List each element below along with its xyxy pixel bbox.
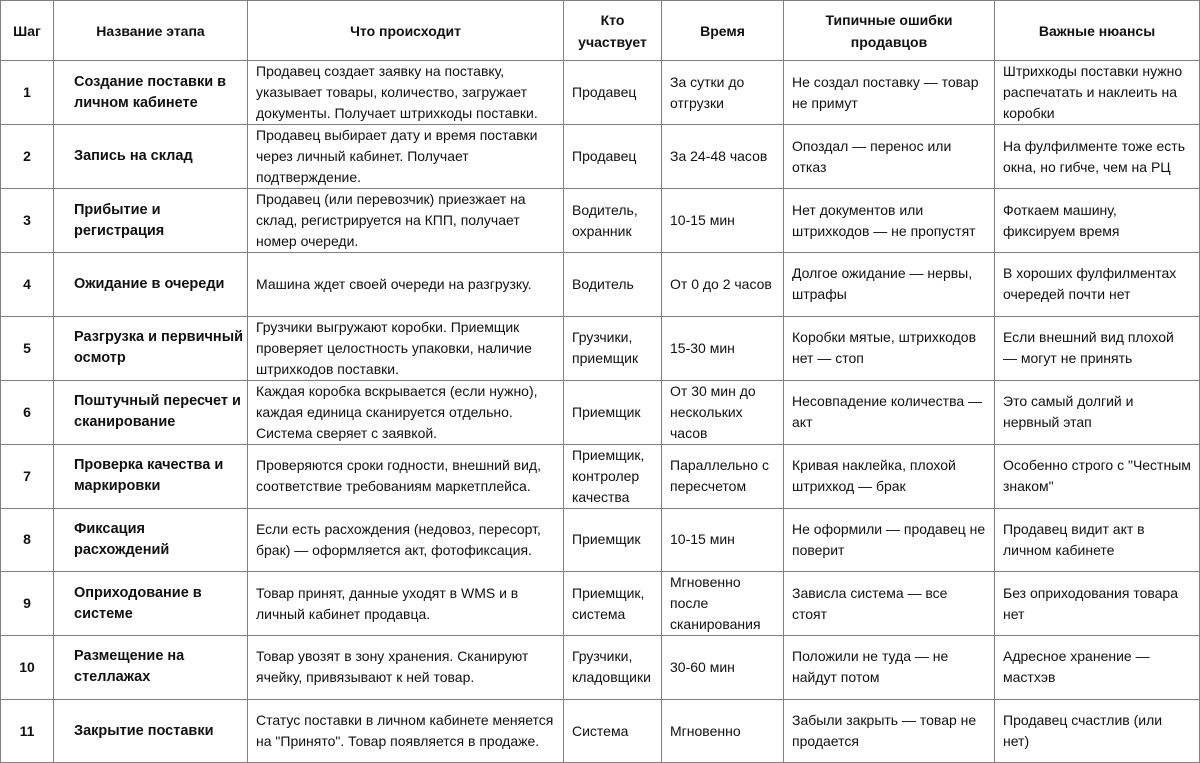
table-row xyxy=(1,572,1200,636)
typical-errors: Не создал поставку — товар не примут xyxy=(784,61,995,125)
what-happens: Статус поставки в личном кабинете меняется на "Принято". Товар появляется в продаже. xyxy=(248,699,564,763)
step-number: 2 xyxy=(1,125,54,189)
what-happens: Продавец создает заявку на поставку, указывает товары, количество, загружает документы. Получает штрихкоды поставки. xyxy=(248,61,564,125)
typical-errors: Нет документов или штрихкодов — не пропустят xyxy=(784,189,995,253)
table-row xyxy=(1,253,1200,317)
typical-errors: Зависла система — все стоят xyxy=(784,572,995,636)
header-time: Время xyxy=(662,1,784,61)
stage-name: Проверка качества и маркировки xyxy=(54,444,248,508)
what-happens: Грузчики выгружают коробки. Приемщик проверяет целостность упаковки, наличие штрихкодов поставки. xyxy=(248,316,564,380)
nuances: Без оприходования товара нет xyxy=(995,572,1200,636)
step-number: 5 xyxy=(1,316,54,380)
nuances: Если внешний вид плохой — могут не принять xyxy=(995,316,1200,380)
stage-name: Фиксация расхождений xyxy=(54,508,248,572)
nuances: Особенно строго с "Честным знаком" xyxy=(995,444,1200,508)
table-row xyxy=(1,61,1200,125)
nuances: Это самый долгий и нервный этап xyxy=(995,380,1200,444)
stage-name: Разгрузка и первичный осмотр xyxy=(54,316,248,380)
table-row xyxy=(1,125,1200,189)
who-participates: Приемщик xyxy=(564,508,662,572)
typical-errors: Несовпадение количества — акт xyxy=(784,380,995,444)
stage-name: Поштучный пересчет и сканирование xyxy=(54,380,248,444)
table-row xyxy=(1,444,1200,508)
header-nuances: Важные нюансы xyxy=(995,1,1200,61)
stage-name: Оприходование в системе xyxy=(54,572,248,636)
step-number: 1 xyxy=(1,61,54,125)
time: От 0 до 2 часов xyxy=(662,253,784,317)
time: За сутки до отгрузки xyxy=(662,61,784,125)
time: Мгновенно xyxy=(662,699,784,763)
time: 15-30 мин xyxy=(662,316,784,380)
header-step: Шаг xyxy=(1,1,54,61)
table-row xyxy=(1,189,1200,253)
time: 30-60 мин xyxy=(662,636,784,700)
table-row xyxy=(1,380,1200,444)
who-participates: Продавец xyxy=(564,61,662,125)
what-happens: Машина ждет своей очереди на разгрузку. xyxy=(248,253,564,317)
what-happens: Продавец (или перевозчик) приезжает на склад, регистрируется на КПП, получает номер очереди. xyxy=(248,189,564,253)
who-participates: Водитель, охранник xyxy=(564,189,662,253)
typical-errors: Не оформили — продавец не поверит xyxy=(784,508,995,572)
step-number: 6 xyxy=(1,380,54,444)
what-happens: Каждая коробка вскрывается (если нужно), каждая единица сканируется отдельно. Система сверяет с заявкой. xyxy=(248,380,564,444)
time: За 24-48 часов xyxy=(662,125,784,189)
typical-errors: Долгое ожидание — нервы, штрафы xyxy=(784,253,995,317)
who-participates: Приемщик, контролер качества xyxy=(564,444,662,508)
what-happens: Продавец выбирает дату и время поставки через личный кабинет. Получает подтверждение. xyxy=(248,125,564,189)
nuances: В хороших фулфилментах очередей почти нет xyxy=(995,253,1200,317)
what-happens: Если есть расхождения (недовоз, пересорт, брак) — оформляется акт, фотофиксация. xyxy=(248,508,564,572)
table-row xyxy=(1,636,1200,700)
nuances: На фулфилменте тоже есть окна, но гибче, чем на РЦ xyxy=(995,125,1200,189)
nuances: Штрихкоды поставки нужно распечатать и наклеить на коробки xyxy=(995,61,1200,125)
who-participates: Приемщик, система xyxy=(564,572,662,636)
header-row xyxy=(1,1,1200,61)
step-number: 8 xyxy=(1,508,54,572)
table-row xyxy=(1,699,1200,763)
nuances: Продавец счастлив (или нет) xyxy=(995,699,1200,763)
what-happens: Товар принят, данные уходят в WMS и в личный кабинет продавца. xyxy=(248,572,564,636)
stage-name: Создание поставки в личном кабинете xyxy=(54,61,248,125)
step-number: 3 xyxy=(1,189,54,253)
typical-errors: Коробки мятые, штрихкодов нет — стоп xyxy=(784,316,995,380)
stage-name: Размещение на стеллажах xyxy=(54,636,248,700)
nuances: Фоткаем машину, фиксируем время xyxy=(995,189,1200,253)
header-stage-name: Название этапа xyxy=(54,1,248,61)
what-happens: Товар увозят в зону хранения. Сканируют ячейку, привязывают к ней товар. xyxy=(248,636,564,700)
step-number: 10 xyxy=(1,636,54,700)
nuances: Продавец видит акт в личном кабинете xyxy=(995,508,1200,572)
table-row xyxy=(1,508,1200,572)
time: Мгновенно после сканирования xyxy=(662,572,784,636)
table-row xyxy=(1,316,1200,380)
step-number: 4 xyxy=(1,253,54,317)
step-number: 7 xyxy=(1,444,54,508)
typical-errors: Опоздал — перенос или отказ xyxy=(784,125,995,189)
header-errors: Типичные ошибки продавцов xyxy=(784,1,995,61)
typical-errors: Кривая наклейка, плохой штрихкод — брак xyxy=(784,444,995,508)
stage-name: Запись на склад xyxy=(54,125,248,189)
time: От 30 мин до нескольких часов xyxy=(662,380,784,444)
stage-name: Прибытие и регистрация xyxy=(54,189,248,253)
who-participates: Продавец xyxy=(564,125,662,189)
typical-errors: Положили не туда — не найдут потом xyxy=(784,636,995,700)
step-number: 9 xyxy=(1,572,54,636)
who-participates: Грузчики, приемщик xyxy=(564,316,662,380)
time: 10-15 мин xyxy=(662,508,784,572)
header-what-happens: Что происходит xyxy=(248,1,564,61)
time: 10-15 мин xyxy=(662,189,784,253)
typical-errors: Забыли закрыть — товар не продается xyxy=(784,699,995,763)
who-participates: Система xyxy=(564,699,662,763)
header-who: Кто участвует xyxy=(564,1,662,61)
step-number: 11 xyxy=(1,699,54,763)
time: Параллельно с пересчетом xyxy=(662,444,784,508)
who-participates: Приемщик xyxy=(564,380,662,444)
who-participates: Грузчики, кладовщики xyxy=(564,636,662,700)
who-participates: Водитель xyxy=(564,253,662,317)
what-happens: Проверяются сроки годности, внешний вид, соответствие требованиям маркетплейса. xyxy=(248,444,564,508)
stage-name: Закрытие поставки xyxy=(54,699,248,763)
nuances: Адресное хранение — мастхэв xyxy=(995,636,1200,700)
stage-name: Ожидание в очереди xyxy=(54,253,248,317)
